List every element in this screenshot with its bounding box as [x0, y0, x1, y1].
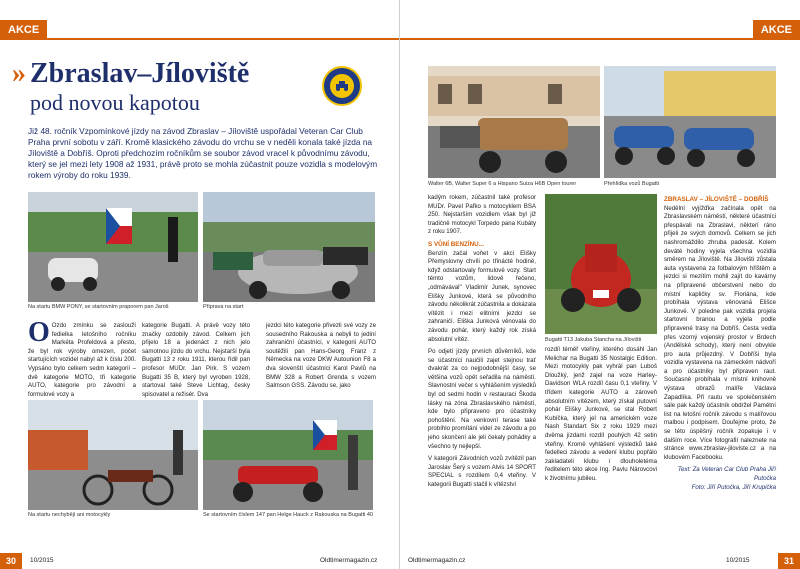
caption-4: Se startovním číslem 147 pan Helge Hauck z Rakouska na Bugatti 40 — [203, 512, 373, 518]
right-column-3: ZBRASLAV – JÍLOVIŠTĚ – DOBŘÍŠ Nedělní vyjížďka začínala opět na Zbraslavském náměstí, některé účastníci přespávali na Zbraslavi, některí ráno přijeli ze svých domovů. Celkem se jich nashromáždilo zhruba padesát. Kolem deváté hodiny vyjela všechna vozidla směrem na Jíloviště. Na Jílovišti zůstala auta vystavena za fotbalovým hřištěm a jezdci si mezitím mohli zajít do kavárny na připravené občerstvení nebo do místní kapličky sv. Floriána, kde probíhala výstava věnovaná Elišce Junkové. V poledne pak vozidla projela startovní branou a vyjela podle připravené trasy na Dobříš. Cesta vedla přes vzorný vojenský prostor v Brdech (Andělské schody), který není obvykle pro auta průjezdný. V Dobříši byla vozidla vystavena na zámeckém nádvoří a pro účastníky byl připraven raut. Současně probíhala v místní knihovně výstava obrazů malíře Václava Zapadlíka. Při rautu ve společenském sále pak každý účastník obdržel Pamětní list na letošní ročník závodu s malířovou malbou i podpisem. Doufejme proto, že se této úspěšný ročník zopakuje i v dalším roce. Více fotografií naleznete na stránce www.zbraslav-jiloviste.cz a na klubovém Facebooku. Text: Za Veteran Car Club Praha Jiří Putočka Foto: Jiří Putočka, Jiří Krupička — [664, 196, 776, 491]
section-tag-left: AKCE — [0, 20, 47, 40]
site-left: Oldtimermagazin.cz — [320, 557, 378, 564]
photo-walter-hispano — [428, 66, 600, 178]
title-main: Zbraslav–Jíloviště — [30, 58, 250, 89]
caption-3: Na startu nechybějí ani motocykly — [28, 512, 111, 518]
lead-paragraph: Již 48. ročník Vzpomínkové jízdy na závod Zbraslav – Jíloviště uspořádal Veteran Car Club Praha první sobotu v září. Kromě klasického závodu do vrchu se v neděli konala také jízda na Jíloviště a Dobříš. Oproti předchozím ročníkům se soubor závod vracel k původnímu závodu, který se jel mezi lety 1908 až 1931, právě proto se mohla zúčastnit pouze vozidla s modelovým rokem výroby do roku 1939. — [28, 126, 378, 180]
right-column-2: rozdíl téměř vteřiny, kterého dosáhl Jan Melichar na Bugatti 35 Nostalgic Edition. Mezi motocykly pak vyhrál pan Luboš Dloužký, jenž zajel na voze Harley-Davidson WLA rozdíl času 0,1 vteřiny. V třídem kategorie AUTO a zároveň absolutním vítězem, který získal putovní pohár Elišky Junkové, se stal Robert Kubíčka, který jel na americkém voze Nash Standart Six z roku 1929 mezi dvěma jízdami rozdíl pouhých 42 setin vteřiny. Kromě vyhlášení výsledků také fedelleci závodu a vedení klubu popřálo zakladateli klubu i dlouholetéma ředitelem této akce Ing. Pavlu Nárovcovi k životnímu jubileu. — [545, 346, 657, 482]
site-right: Oldtimermagazin.cz — [408, 557, 466, 564]
issue-right: 10/2015 — [726, 557, 750, 564]
caption-5: Walter 6B, Walter Super 6 a Hispano Suiza H6B Open tourer — [428, 181, 577, 187]
car-icon — [334, 80, 350, 92]
header-rule-left — [46, 38, 400, 40]
page-number-right: 31 — [778, 553, 800, 569]
issue-left: 10/2015 — [30, 557, 54, 564]
section-tag-right: AKCE — [753, 20, 800, 40]
caption-6: Přehlídka vozů Bugatti — [604, 181, 660, 187]
photo-bmw-start — [28, 192, 198, 302]
header-rule-right — [400, 38, 754, 40]
caption-2: Připrava na start — [203, 304, 244, 310]
right-page — [400, 0, 800, 569]
right-column-1: kadým rokem, zúčastnil také profesor MUDr. Pavel Pafko s motocyklem BSA 250. Nejstarším vozidlem však byl již tradičně motocykl Torpedo pana Kubáty z roku 1907. S VŮNÍ BENZÍNU... Benzín začal voňet v akci Elišky Přemyslovny chvíli po třinácté hodině, když odstartovaly formulové vozy. Start těmto vozům, lidově řečeno, „odmávával" Vladimír Junek, synovec Elišky Junkové, která se původního závodu několikrát zúčastnila a dokázala vítězit i mezi elitními jezdci se zahraničí. Eliška Junková věnovala do závodu pohár, který každý rok získá absolutní vítěz. Po odjetí jízdy prvních důvěrníků, kde se účastníci naučili zajet stejnou trať dvakrát za co nejpodobnější časy, se většina vozů opět seřadila na náměstí. Slavnostní večer s vyhlášením výsledků byl od sedmi hodin v restauraci Škoda lásky na zóna Zbraslavského náměstí, kde bylo připraveno pro účastníky pohoštění. Na venkovní terase také probíhlo promítání videí ze závodu a po jeho skončení ale jeli čekaly pohádky a všechno ty nejlepší. V kategorii Závodních vozů zvítězil pan Jaroslav Šerý s vozem Alvis 14 SPORT SPECIAL s rozdílem 0,4 vteřiny. V kategorii Bugatti stačil k vítězství — [428, 194, 536, 488]
subheading-benzin: S VŮNÍ BENZÍNU... — [428, 240, 484, 248]
title-chevron: » — [12, 58, 26, 89]
left-column-1: O Ozdo zmínku se zaslouží fedielka letošního ročníku Markéta Profeldová a přesto, že byl rok výroby omezen, počet startujících vozidel nabyl až k číslu 200. Vypsáno bylo celkem sedm kategorií – dvě kategorie MOTO, tři kategorie AUTO, kategorie pro závodní a formulové vozy a — [28, 317, 136, 398]
caption-7: Bugatti T13 Jakuba Stancha na Jílovišti — [545, 337, 642, 343]
title-sub: pod novou kapotou — [30, 90, 200, 115]
left-column-2: kategorie Bugatti. A právě vozy této značky ozdobily závod. Celkem jich přijelo 18 a jedenáct z nich jelo samotnou jízdu do vrchu. Nejstarší byla Bugatti 13 z roku 1911, kterou řídil pan profesor MUDr. Jan Pirk. S vozem Bugatti 35 B, který byl vyroben 1928, startoval také Steve Lichtag, česky spisovatel a režisér. Dva — [142, 322, 250, 398]
photo-motorcycles — [28, 400, 198, 510]
credit-foto: Foto: Jiří Putočka, Jiří Krupička — [691, 483, 776, 491]
photo-bugatti-40 — [203, 400, 373, 510]
page-number-left: 30 — [0, 553, 22, 569]
caption-1: Na startu BMW PONY, se startovním praporem pan Jaroš — [28, 304, 169, 310]
photo-bugatti-t13 — [545, 194, 657, 334]
photo-start-prep — [203, 192, 375, 302]
photo-bugatti-parade — [604, 66, 776, 178]
subheading-dobris: ZBRASLAV – JÍLOVIŠTĚ – DOBŘÍŠ — [664, 196, 769, 203]
credit-text: Text: Za Veteran Car Club Praha Jiří Putočka — [677, 466, 776, 482]
club-emblem-icon — [322, 66, 362, 106]
left-column-3: jezdci této kategorie přivezli své vozy ze sousedního Rakouska a nebyli to jediní zahraniční účastníci, v kategorii AUTO soutěžili pan Hans-Georg Franz z Německa na voze DKW Autounion F8 a dva slovenští účastníci Karol Pavlů na BMW 328 a Robert Grenda s vozem Salmson GSS. Závodu se, jako — [266, 322, 376, 390]
article-title — [12, 58, 249, 116]
